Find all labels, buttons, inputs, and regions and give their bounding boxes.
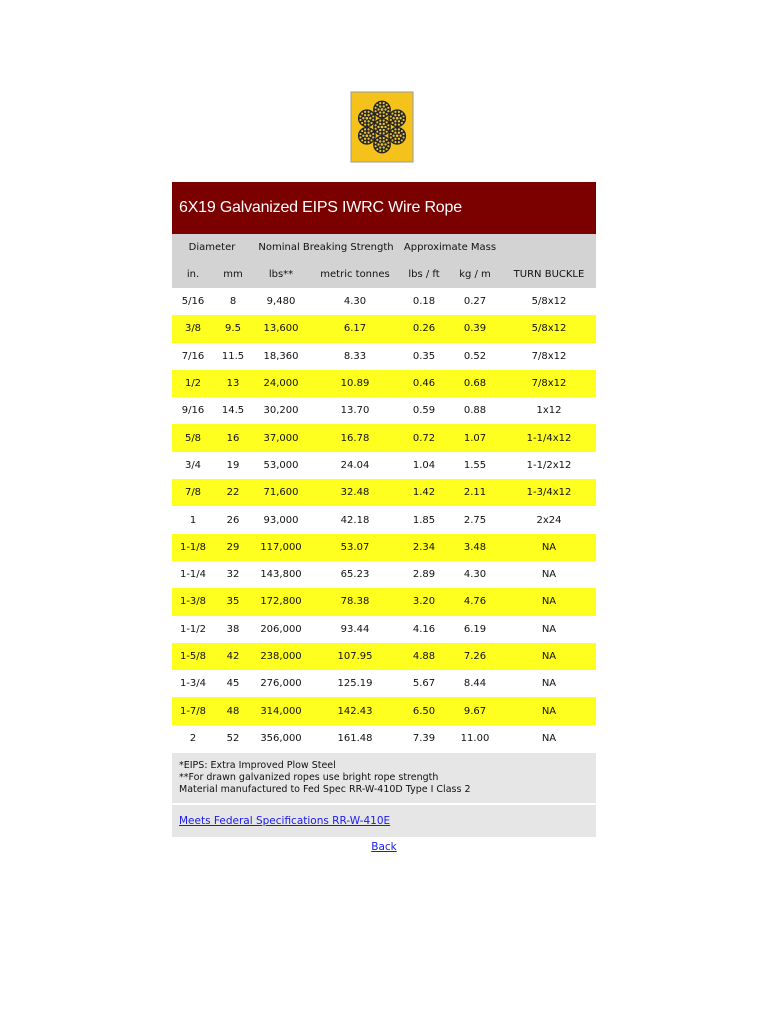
- mass-lbs-ft-cell: 5.67: [412, 678, 436, 690]
- turn-buckle-cell: NA: [541, 678, 557, 690]
- diameter-mm-cell: 42: [226, 651, 240, 662]
- strength-tonnes-cell: 42.18: [340, 514, 370, 526]
- strength-lbs-cell: 276,000: [260, 678, 302, 690]
- diameter-in-cell: 1-3/8: [179, 596, 207, 608]
- turn-buckle-cell: NA: [541, 596, 557, 608]
- wire-rope-cross-section-icon: [350, 91, 414, 163]
- mass-kg-m-cell: 6.19: [463, 623, 487, 635]
- back-link[interactable]: Back: [371, 841, 397, 854]
- wire-rope-logo: [350, 91, 414, 163]
- turn-buckle-cell: 1x12: [536, 405, 562, 417]
- strength-lbs-cell: 13,600: [263, 323, 299, 335]
- strength-tonnes-cell: 13.70: [340, 405, 370, 417]
- kg-m-header: kg / m: [459, 269, 491, 280]
- table-title: 6X19 Galvanized EIPS IWRC Wire Rope: [172, 182, 596, 234]
- strength-tonnes-cell: 10.89: [340, 378, 370, 390]
- strength-tonnes-cell: 6.17: [343, 323, 367, 335]
- mass-kg-m-cell: 8.44: [463, 678, 487, 690]
- strength-lbs-cell: 24,000: [263, 378, 299, 390]
- diameter-mm-cell: 32: [226, 569, 240, 581]
- diameter-in-cell: 1/2: [184, 378, 202, 390]
- mass-lbs-ft-cell: 3.20: [412, 596, 436, 608]
- strength-tonnes-cell: 78.38: [340, 596, 370, 608]
- mass-lbs-ft-cell: 0.26: [412, 323, 436, 335]
- diameter-mm-cell: 52: [226, 732, 240, 744]
- lbs-header: lbs**: [268, 269, 294, 280]
- strength-tonnes-cell: 53.07: [340, 541, 370, 553]
- turn-buckle-cell: 7/8x12: [531, 350, 567, 362]
- footnote-line: *EIPS: Extra Improved Plow Steel: [179, 760, 336, 772]
- header-row-units: [172, 261, 596, 288]
- mass-lbs-ft-cell: 1.04: [412, 459, 436, 471]
- turn-buckle-cell: NA: [541, 732, 557, 744]
- table-row: [172, 616, 596, 643]
- mass-kg-m-cell: 0.27: [463, 296, 487, 308]
- mass-kg-m-cell: 4.30: [463, 569, 487, 581]
- mass-kg-m-cell: 7.26: [463, 651, 487, 662]
- turn-buckle-cell: 7/8x12: [531, 378, 567, 390]
- strength-lbs-cell: 37,000: [263, 432, 299, 444]
- diameter-mm-cell: 16: [226, 432, 240, 444]
- turn-buckle-cell: NA: [541, 705, 557, 717]
- table-row: [172, 588, 596, 615]
- diameter-in-cell: 2: [189, 732, 197, 744]
- in-header: in.: [186, 269, 200, 280]
- fed-spec-box: [172, 805, 596, 837]
- mm-header: mm: [223, 269, 243, 280]
- table-row: [172, 506, 596, 533]
- diameter-in-cell: 3/8: [184, 323, 202, 335]
- strength-lbs-cell: 93,000: [263, 514, 299, 526]
- diameter-mm-cell: 38: [226, 623, 240, 635]
- strength-lbs-cell: 18,360: [263, 350, 299, 362]
- strength-tonnes-cell: 93.44: [340, 623, 370, 635]
- diameter-mm-cell: 35: [226, 596, 240, 608]
- turn-buckle-header: TURN BUCKLE: [513, 269, 585, 280]
- turn-buckle-cell: 1-1/2x12: [526, 459, 572, 471]
- diameter-mm-cell: 45: [226, 678, 240, 690]
- table-row: [172, 561, 596, 588]
- mass-lbs-ft-cell: 1.42: [412, 487, 436, 499]
- mass-kg-m-cell: 0.39: [463, 323, 487, 335]
- strength-lbs-cell: 30,200: [263, 405, 299, 417]
- table-row: [172, 424, 596, 451]
- turn-buckle-cell: NA: [541, 651, 557, 662]
- strength-lbs-cell: 238,000: [260, 651, 302, 662]
- header-row-groups: [172, 234, 596, 261]
- strength-tonnes-cell: 32.48: [340, 487, 370, 499]
- tonnes-header: metric tonnes: [320, 269, 390, 280]
- table-row: [172, 643, 596, 670]
- footnotes: [172, 753, 596, 803]
- strength-tonnes-cell: 65.23: [340, 569, 370, 581]
- diameter-mm-cell: 29: [226, 541, 240, 553]
- diameter-mm-cell: 48: [226, 705, 240, 717]
- diameter-in-cell: 1-1/2: [179, 623, 207, 635]
- table-row: [172, 534, 596, 561]
- mass-lbs-ft-cell: 4.16: [412, 623, 436, 635]
- table-row: [172, 288, 596, 315]
- mass-lbs-ft-cell: 0.46: [412, 378, 436, 390]
- diameter-mm-cell: 22: [226, 487, 240, 499]
- diameter-in-cell: 1-3/4: [179, 678, 207, 690]
- diameter-mm-cell: 19: [226, 459, 240, 471]
- turn-buckle-cell: 2x24: [536, 514, 562, 526]
- diameter-mm-cell: 9.5: [225, 323, 241, 335]
- diameter-in-cell: 1-1/8: [179, 541, 207, 553]
- strength-lbs-cell: 314,000: [260, 705, 302, 717]
- strength-lbs-cell: 356,000: [260, 732, 302, 744]
- diameter-in-cell: 3/4: [184, 459, 202, 471]
- approx-mass-header: Approximate Mass: [403, 242, 497, 253]
- diameter-mm-cell: 26: [226, 514, 240, 526]
- mass-kg-m-cell: 9.67: [463, 705, 487, 717]
- diameter-mm-cell: 14.5: [221, 405, 245, 417]
- strength-lbs-cell: 172,800: [260, 596, 302, 608]
- mass-lbs-ft-cell: 0.35: [412, 350, 436, 362]
- diameter-mm-cell: 13: [226, 378, 240, 390]
- back-row: [172, 841, 596, 853]
- footnote-line: Material manufactured to Fed Spec RR-W-410D Type I Class 2: [179, 784, 471, 796]
- diameter-in-cell: 1-7/8: [179, 705, 207, 717]
- strength-tonnes-cell: 125.19: [337, 678, 373, 690]
- table-body: [172, 288, 596, 752]
- table-row: [172, 725, 596, 752]
- strength-tonnes-cell: 161.48: [337, 732, 373, 744]
- nominal-strength-header: Nominal Breaking Strength: [258, 242, 394, 253]
- mass-lbs-ft-cell: 7.39: [412, 732, 436, 744]
- table-row: [172, 479, 596, 506]
- diameter-in-cell: 1-5/8: [179, 651, 207, 662]
- turn-buckle-cell: NA: [541, 541, 557, 553]
- diameter-in-cell: 5/8: [184, 432, 202, 444]
- wire-rope-table: [172, 182, 596, 853]
- mass-lbs-ft-cell: 0.72: [412, 432, 436, 444]
- strength-tonnes-cell: 142.43: [337, 705, 373, 717]
- table-row: [172, 370, 596, 397]
- mass-lbs-ft-cell: 2.34: [412, 541, 436, 553]
- table-row: [172, 315, 596, 342]
- mass-kg-m-cell: 1.07: [463, 432, 487, 444]
- strength-lbs-cell: 143,800: [260, 569, 302, 581]
- mass-kg-m-cell: 0.88: [463, 405, 487, 417]
- table-row: [172, 397, 596, 424]
- turn-buckle-cell: NA: [541, 569, 557, 581]
- diameter-header: Diameter: [188, 242, 236, 253]
- table-row: [172, 670, 596, 697]
- strength-tonnes-cell: 16.78: [340, 432, 370, 444]
- strength-lbs-cell: 9,480: [266, 296, 296, 308]
- mass-lbs-ft-cell: 6.50: [412, 705, 436, 717]
- diameter-mm-cell: 8: [229, 296, 237, 308]
- strength-lbs-cell: 117,000: [260, 541, 302, 553]
- fed-spec-link[interactable]: Meets Federal Specifications RR-W-410E: [179, 815, 391, 828]
- diameter-in-cell: 5/16: [181, 296, 205, 308]
- lbs-ft-header: lbs / ft: [408, 269, 440, 280]
- mass-kg-m-cell: 0.68: [463, 378, 487, 390]
- table-row: [172, 697, 596, 724]
- turn-buckle-cell: 5/8x12: [531, 296, 567, 308]
- mass-kg-m-cell: 2.11: [463, 487, 487, 499]
- diameter-in-cell: 1-1/4: [179, 569, 207, 581]
- footnote-line: **For drawn galvanized ropes use bright rope strength: [179, 772, 439, 784]
- mass-lbs-ft-cell: 4.88: [412, 651, 436, 662]
- turn-buckle-cell: NA: [541, 623, 557, 635]
- diameter-in-cell: 9/16: [181, 405, 205, 417]
- turn-buckle-cell: 5/8x12: [531, 323, 567, 335]
- turn-buckle-cell: 1-3/4x12: [526, 487, 572, 499]
- diameter-in-cell: 7/16: [181, 350, 205, 362]
- mass-lbs-ft-cell: 0.59: [412, 405, 436, 417]
- strength-tonnes-cell: 4.30: [343, 296, 367, 308]
- strength-lbs-cell: 53,000: [263, 459, 299, 471]
- mass-lbs-ft-cell: 0.18: [412, 296, 436, 308]
- turn-buckle-cell: 1-1/4x12: [526, 432, 572, 444]
- diameter-in-cell: 7/8: [184, 487, 202, 499]
- mass-lbs-ft-cell: 2.89: [412, 569, 436, 581]
- table-row: [172, 452, 596, 479]
- strength-lbs-cell: 71,600: [263, 487, 299, 499]
- diameter-in-cell: 1: [189, 514, 197, 526]
- mass-kg-m-cell: 4.76: [463, 596, 487, 608]
- strength-tonnes-cell: 107.95: [337, 651, 373, 662]
- strength-lbs-cell: 206,000: [260, 623, 302, 635]
- mass-kg-m-cell: 0.52: [463, 350, 487, 362]
- strength-tonnes-cell: 8.33: [343, 350, 367, 362]
- mass-kg-m-cell: 1.55: [463, 459, 487, 471]
- mass-kg-m-cell: 11.00: [460, 732, 490, 744]
- mass-kg-m-cell: 3.48: [463, 541, 487, 553]
- table-row: [172, 343, 596, 370]
- diameter-mm-cell: 11.5: [221, 350, 245, 362]
- strength-tonnes-cell: 24.04: [340, 459, 370, 471]
- mass-kg-m-cell: 2.75: [463, 514, 487, 526]
- mass-lbs-ft-cell: 1.85: [412, 514, 436, 526]
